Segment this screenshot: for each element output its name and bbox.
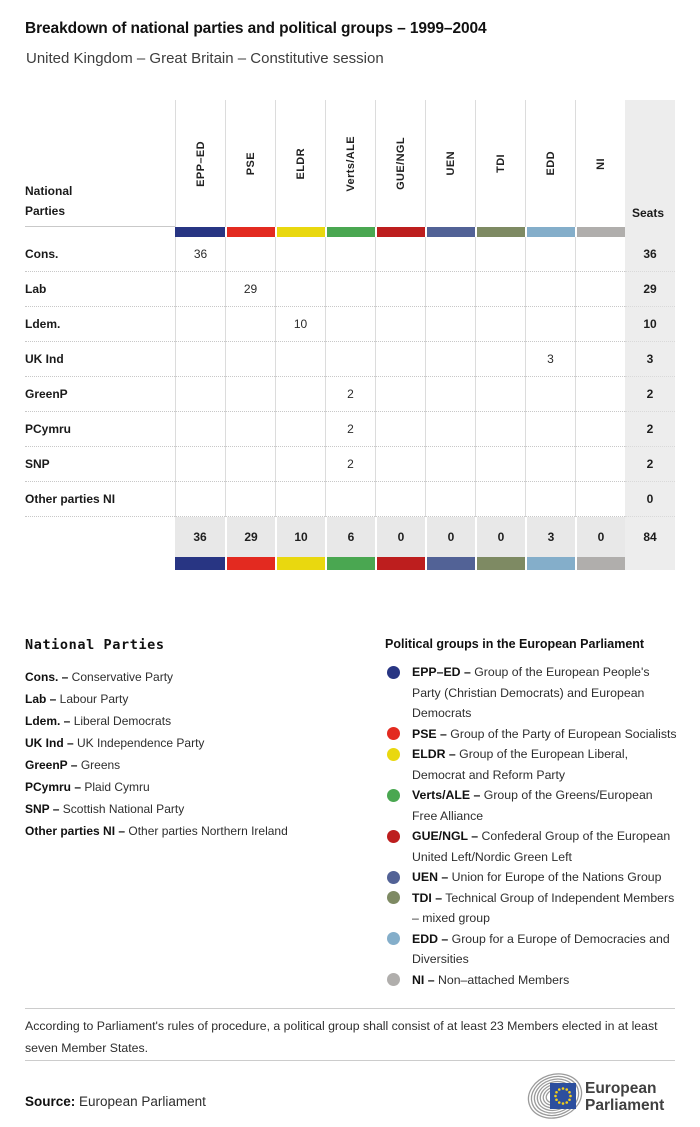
- legend-item-label: Other parties NI –: [25, 824, 126, 838]
- party-label-cell: UK Ind: [25, 342, 175, 377]
- legend-item-desc: Confederal Group of the European United Left/Nordic Green Left: [412, 829, 671, 864]
- group-color-bar: [175, 227, 225, 237]
- value-cell: [375, 342, 425, 377]
- legend-item: [25, 688, 373, 710]
- value-cell: 29: [225, 272, 275, 307]
- column-header: [175, 100, 225, 227]
- column-header: [225, 100, 275, 227]
- value-cell: [275, 237, 325, 272]
- value-cell: [175, 342, 225, 377]
- column-header: [375, 100, 425, 227]
- legend-item: [385, 724, 681, 745]
- legend-item: [25, 776, 373, 798]
- legend-item-desc: Group of the European People's Party (Christian Democrats) and European Democrats: [412, 665, 650, 720]
- value-cell: [575, 482, 625, 517]
- total-cell: 0: [425, 517, 475, 557]
- legend-item-label: TDI –: [412, 890, 443, 905]
- value-cell: [475, 447, 525, 482]
- seats-value-cell: 29: [625, 272, 675, 307]
- legend-item-label: PSE –: [412, 726, 447, 741]
- legend-item-desc: Group of the Greens/European Free Alliance: [412, 788, 653, 823]
- value-cell: [325, 307, 375, 342]
- legend-item-text: [412, 826, 680, 867]
- group-color-bar-bottom: [525, 557, 575, 570]
- column-header-label: TDI: [494, 154, 507, 173]
- legend-item-desc: Conservative Party: [68, 670, 174, 684]
- group-color-dot-icon: [387, 748, 400, 761]
- group-color-bar-bottom: [175, 557, 225, 570]
- value-cell: [475, 377, 525, 412]
- value-cell: [375, 307, 425, 342]
- legend-item: [25, 820, 373, 842]
- value-cell: [575, 412, 625, 447]
- column-header-label: Verts/ALE: [344, 135, 357, 192]
- seats-header-cell: Seats: [625, 100, 675, 227]
- source-value: European Parliament: [79, 1094, 206, 1109]
- seats-value-cell: 2: [625, 412, 675, 447]
- value-cell: [525, 377, 575, 412]
- value-cell: [575, 307, 625, 342]
- value-cell: [425, 482, 475, 517]
- legend-item-text: [412, 867, 680, 888]
- legend-item-label: Cons. –: [25, 670, 69, 684]
- party-label-cell: PCymru: [25, 412, 175, 447]
- legend-national-parties: [25, 637, 373, 842]
- legend-item: [385, 744, 681, 785]
- group-color-bar: [375, 227, 425, 237]
- value-cell: [375, 447, 425, 482]
- column-header-label: GUE/NGL: [394, 137, 407, 190]
- total-seats-cell: 84: [625, 517, 675, 557]
- value-cell: [425, 377, 475, 412]
- row-header-line: Parties: [25, 204, 66, 218]
- legend-item: [385, 970, 681, 991]
- value-cell: [225, 342, 275, 377]
- value-cell: [225, 447, 275, 482]
- legend-item-text: [412, 970, 680, 991]
- spacer-cell: [25, 227, 175, 237]
- group-color-dot-icon: [387, 830, 400, 843]
- value-cell: [275, 447, 325, 482]
- value-cell: [475, 272, 525, 307]
- legend-item: [385, 662, 681, 724]
- column-header-label: ELDR: [294, 147, 307, 180]
- seats-table: [25, 100, 675, 570]
- legend-item: [385, 826, 681, 867]
- value-cell: 3: [525, 342, 575, 377]
- column-header-label: EDD: [544, 151, 557, 176]
- total-cell: 3: [525, 517, 575, 557]
- group-color-bar-bottom: [425, 557, 475, 570]
- value-cell: [275, 272, 325, 307]
- value-cell: [225, 412, 275, 447]
- legend-groups-list: [385, 662, 681, 990]
- value-cell: [325, 482, 375, 517]
- column-header: [525, 100, 575, 227]
- spacer-cell: [25, 517, 175, 557]
- logo-text-line1: European: [585, 1080, 657, 1097]
- column-header: [275, 100, 325, 227]
- value-cell: [225, 482, 275, 517]
- value-cell: [325, 237, 375, 272]
- legend-item-desc: Non–attached Members: [434, 972, 570, 987]
- total-cell: 29: [225, 517, 275, 557]
- seats-value-cell: 36: [625, 237, 675, 272]
- legend-item-desc: Group for a Europe of Democracies and Diversities: [412, 931, 670, 966]
- value-cell: [175, 307, 225, 342]
- value-cell: 2: [325, 447, 375, 482]
- party-label-cell: Cons.: [25, 237, 175, 272]
- value-cell: 10: [275, 307, 325, 342]
- value-cell: [475, 482, 525, 517]
- legend-item-desc: Labour Party: [56, 692, 129, 706]
- value-cell: [575, 237, 625, 272]
- legend-item-label: GUE/NGL –: [412, 829, 479, 843]
- group-color-bar: [225, 227, 275, 237]
- value-cell: [475, 307, 525, 342]
- value-cell: [425, 412, 475, 447]
- page-subtitle: United Kingdom – Great Britain – Constitutive session: [26, 50, 384, 67]
- column-header-label: NI: [594, 157, 607, 170]
- group-color-dot-icon: [387, 871, 400, 884]
- total-cell: 0: [475, 517, 525, 557]
- legend-item-label: UEN –: [412, 870, 449, 884]
- group-color-dot-icon: [387, 973, 400, 986]
- legend-item-label: Verts/ALE –: [412, 788, 481, 802]
- seats-value-cell: 2: [625, 377, 675, 412]
- group-color-dot-icon: [387, 932, 400, 945]
- european-parliament-logo: [525, 1067, 675, 1123]
- legend-item-label: SNP –: [25, 802, 60, 816]
- value-cell: [375, 272, 425, 307]
- row-header-cell: [25, 100, 175, 227]
- group-color-dot-icon: [387, 891, 400, 904]
- group-color-bar: [275, 227, 325, 237]
- value-cell: [225, 377, 275, 412]
- source-line: [25, 1094, 206, 1109]
- value-cell: [175, 482, 225, 517]
- divider: [25, 1008, 675, 1009]
- value-cell: 2: [325, 377, 375, 412]
- legend-item-label: ELDR –: [412, 747, 456, 761]
- page-title: Breakdown of national parties and political groups – 1999–2004: [25, 20, 487, 37]
- group-color-bar: [325, 227, 375, 237]
- logo-text-line2: Parliament: [585, 1097, 665, 1114]
- total-cell: 36: [175, 517, 225, 557]
- legend-item-label: Lab –: [25, 692, 57, 706]
- group-color-bar: [525, 227, 575, 237]
- column-header: [425, 100, 475, 227]
- group-color-dot-icon: [387, 789, 400, 802]
- column-header: [575, 100, 625, 227]
- value-cell: [525, 272, 575, 307]
- legend-item-desc: Liberal Democrats: [70, 714, 172, 728]
- legend-national-heading: National Parties: [25, 637, 165, 653]
- legend-item-label: PCymru –: [25, 780, 82, 794]
- value-cell: [275, 482, 325, 517]
- value-cell: [275, 412, 325, 447]
- legend-item-desc: Greens: [77, 758, 121, 772]
- legend-item-desc: Other parties Northern Ireland: [125, 824, 288, 838]
- value-cell: [225, 237, 275, 272]
- legend-national-list: [25, 666, 373, 842]
- group-color-bar: [575, 227, 625, 237]
- legend-item: [25, 754, 373, 776]
- legend-item-label: EDD –: [412, 931, 449, 946]
- party-label-cell: Lab: [25, 272, 175, 307]
- group-color-bar: [425, 227, 475, 237]
- value-cell: [175, 447, 225, 482]
- footnote: According to Parliament's rules of procedure, a political group shall consist of at least 23 Members elected in at least seven Member States.: [25, 1019, 658, 1055]
- legend-item: [385, 888, 681, 929]
- column-header-label: EPP–ED: [194, 140, 207, 187]
- legend-item-desc: Union for Europe of the Nations Group: [448, 870, 662, 884]
- column-header: [475, 100, 525, 227]
- value-cell: [175, 412, 225, 447]
- legend-item-desc: UK Independence Party: [73, 736, 205, 750]
- legend-item-desc: Group of the Party of European Socialists: [446, 726, 677, 741]
- group-color-bar-bottom: [575, 557, 625, 570]
- seats-bar-bottom-cell: [625, 557, 675, 570]
- legend-item-label: UK Ind –: [25, 736, 74, 750]
- value-cell: [375, 412, 425, 447]
- value-cell: [375, 482, 425, 517]
- legend-item-text: [412, 744, 680, 785]
- value-cell: [575, 342, 625, 377]
- group-color-bar-bottom: [375, 557, 425, 570]
- spacer-cell: [25, 557, 175, 570]
- row-header-line: National: [25, 184, 73, 198]
- value-cell: [425, 307, 475, 342]
- value-cell: [425, 447, 475, 482]
- value-cell: [525, 412, 575, 447]
- total-cell: 0: [575, 517, 625, 557]
- legend-groups-heading: Political groups in the European Parliament: [385, 637, 645, 651]
- value-cell: 36: [175, 237, 225, 272]
- legend-item-text: [412, 929, 680, 970]
- legend-item: [25, 710, 373, 732]
- value-cell: [275, 377, 325, 412]
- value-cell: [175, 377, 225, 412]
- divider: [25, 1060, 675, 1061]
- value-cell: [525, 237, 575, 272]
- legend-political-groups: [385, 637, 681, 990]
- legend-item: [25, 666, 373, 688]
- party-label-cell: GreenP: [25, 377, 175, 412]
- value-cell: [575, 272, 625, 307]
- legend-item: [385, 929, 681, 970]
- value-cell: [425, 237, 475, 272]
- value-cell: 2: [325, 412, 375, 447]
- value-cell: [475, 412, 525, 447]
- eu-flag-icon: [550, 1083, 576, 1109]
- legend-item: [25, 798, 373, 820]
- legend-item: [385, 867, 681, 888]
- seats-value-cell: 10: [625, 307, 675, 342]
- value-cell: [525, 447, 575, 482]
- seats-value-cell: 0: [625, 482, 675, 517]
- legend-item-desc: Group of the European Liberal, Democrat and Reform Party: [412, 747, 629, 782]
- value-cell: [325, 272, 375, 307]
- legend-item: [385, 785, 681, 826]
- seats-value-cell: 3: [625, 342, 675, 377]
- group-color-bar: [475, 227, 525, 237]
- value-cell: [575, 447, 625, 482]
- group-color-bar-bottom: [325, 557, 375, 570]
- legend-item: [25, 732, 373, 754]
- value-cell: [425, 342, 475, 377]
- legend-item-text: [412, 724, 680, 745]
- value-cell: [475, 237, 525, 272]
- legend-item-text: [412, 785, 680, 826]
- seats-bar-cell: [625, 227, 675, 237]
- legend-item-label: EPP–ED –: [412, 665, 471, 679]
- value-cell: [375, 377, 425, 412]
- group-color-bar-bottom: [475, 557, 525, 570]
- party-label-cell: SNP: [25, 447, 175, 482]
- value-cell: [325, 342, 375, 377]
- value-cell: [175, 272, 225, 307]
- group-color-dot-icon: [387, 666, 400, 679]
- column-header: [325, 100, 375, 227]
- value-cell: [575, 377, 625, 412]
- value-cell: [275, 342, 325, 377]
- legend-item-text: [412, 888, 680, 929]
- legend-item-desc: Plaid Cymru: [81, 780, 150, 794]
- total-cell: 6: [325, 517, 375, 557]
- legend-item-desc: Scottish National Party: [59, 802, 185, 816]
- total-cell: 0: [375, 517, 425, 557]
- column-header-label: PSE: [244, 151, 257, 176]
- legend-item-label: GreenP –: [25, 758, 78, 772]
- value-cell: [375, 237, 425, 272]
- seats-value-cell: 2: [625, 447, 675, 482]
- value-cell: [225, 307, 275, 342]
- value-cell: [425, 272, 475, 307]
- legend-item-label: Ldem. –: [25, 714, 71, 728]
- legend-item-text: [412, 662, 680, 724]
- legend-item-label: NI –: [412, 972, 435, 987]
- party-label-cell: Ldem.: [25, 307, 175, 342]
- group-color-bar-bottom: [275, 557, 325, 570]
- legend-item-desc: Technical Group of Independent Members – mixed group: [412, 890, 675, 925]
- group-color-bar-bottom: [225, 557, 275, 570]
- value-cell: [525, 307, 575, 342]
- total-cell: 10: [275, 517, 325, 557]
- value-cell: [475, 342, 525, 377]
- value-cell: [525, 482, 575, 517]
- group-color-dot-icon: [387, 727, 400, 740]
- source-label: Source:: [25, 1094, 76, 1109]
- column-header-label: UEN: [444, 151, 457, 176]
- party-label-cell: Other parties NI: [25, 482, 175, 517]
